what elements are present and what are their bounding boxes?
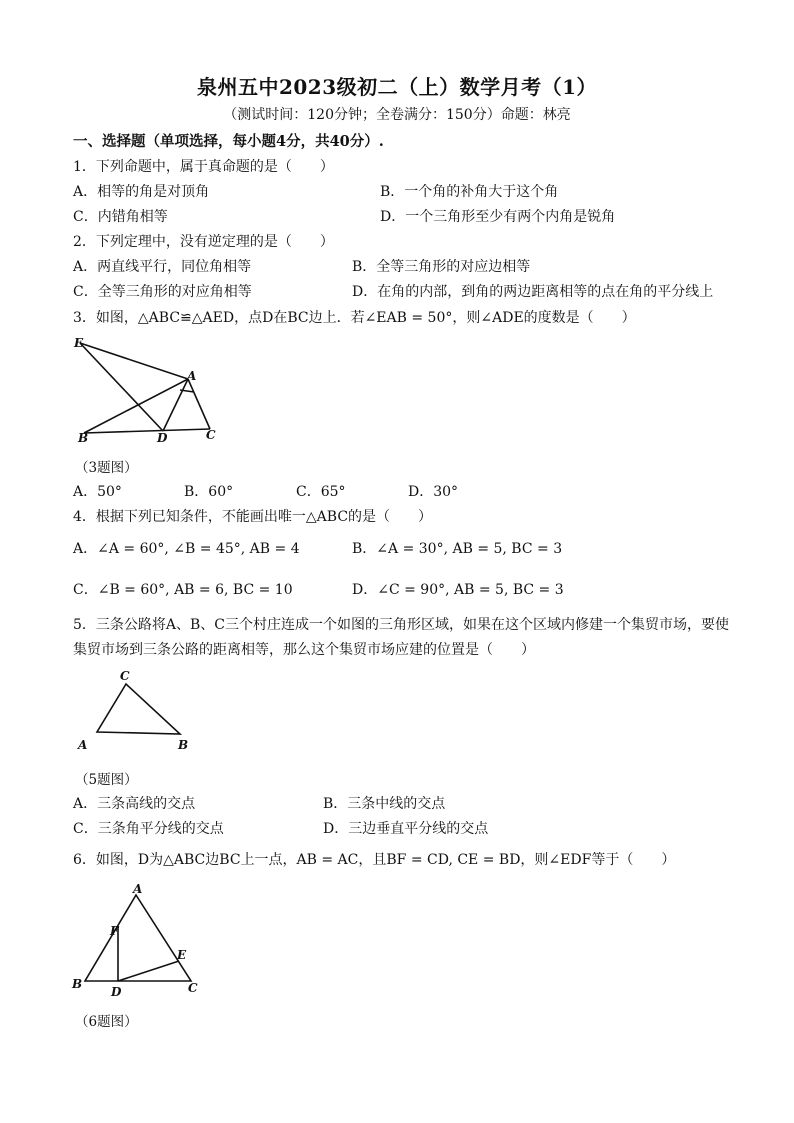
q5-stem-line1: 5．三条公路将A、B、C三个村庄连成一个如图的三角形区域，如果在这个区域内修建一个集贸市场，要使 [73, 617, 730, 633]
q5-option-b: B．三条中线的交点 [323, 796, 446, 812]
q1-option-d: D．一个三角形至少有两个内角是锐角 [380, 209, 616, 225]
q6-triangle-lines [85, 895, 191, 981]
q6-label-e: E [177, 948, 187, 962]
q3-label-d: D [157, 431, 168, 445]
q5-stem-line2: 集贸市场到三条公路的距离相等，那么这个集贸市场应建的位置是（ ） [73, 642, 535, 658]
q6-label-a: A [133, 882, 143, 896]
q6-label-f: F [110, 924, 119, 938]
q6-figure [70, 880, 210, 1000]
q5-option-c: C．三条角平分线的交点 [73, 821, 224, 837]
q3-stem: 3．如图，△ABC≌△AED，点D在BC边上．若∠EAB = 50°，则∠ADE的度数是（ ） [73, 310, 636, 326]
q2-option-c: C．全等三角形的对应角相等 [73, 284, 252, 300]
q6-stem: 6．如图，D为△ABC边BC上一点，AB = AC，且BF = CD, CE = BD，则∠EDF等于（ ） [73, 852, 676, 868]
q5-label-b: B [178, 738, 189, 752]
q5-caption: （5题图） [75, 772, 138, 788]
q6-label-c: C [188, 981, 198, 995]
page-title: 泉州五中2023级初二（上）数学月考（1） [196, 75, 598, 99]
q6-label-d: D [111, 985, 122, 999]
q2-option-a: A．两直线平行，同位角相等 [73, 259, 252, 275]
q4-option-b: B．∠A = 30°, AB = 5, BC = 3 [352, 541, 563, 557]
q5-option-a: A．三条高线的交点 [73, 796, 196, 812]
q4-option-c: C．∠B = 60°, AB = 6, BC = 10 [73, 582, 293, 598]
q3-option-c: C．65° [296, 484, 346, 500]
q5-option-d: D．三边垂直平分线的交点 [323, 821, 489, 837]
q3-option-d: D．30° [408, 484, 459, 500]
q3-caption: （3题图） [75, 460, 138, 476]
q1-stem: 1．下列命题中，属于真命题的是（ ） [73, 159, 334, 175]
q1-option-b: B．一个角的补角大于这个角 [380, 184, 559, 200]
q4-option-d: D．∠C = 90°, AB = 5, BC = 3 [352, 582, 564, 598]
q5-label-a: A [78, 738, 88, 752]
exam-info: （测试时间：120分钟；全卷满分：150分）命题：林亮 [223, 107, 571, 123]
q4-stem: 4．根据下列已知条件，不能画出唯一△ABC的是（ ） [73, 509, 433, 525]
section-heading: 一、选择题（单项选择，每小题4分，共40分）. [73, 133, 384, 150]
q1-option-a: A．相等的角是对顶角 [73, 184, 210, 200]
q2-stem: 2．下列定理中，没有逆定理的是（ ） [73, 234, 334, 250]
q3-option-a: A．50° [73, 484, 122, 500]
q3-label-c: C [206, 428, 216, 442]
q3-label-b: B [78, 431, 89, 445]
q5-label-c: C [120, 669, 130, 683]
q5-figure [72, 665, 202, 755]
q4-option-a: A．∠A = 60°, ∠B = 45°, AB = 4 [73, 541, 300, 557]
q1-option-c: C．内错角相等 [73, 209, 168, 225]
q2-option-b: B．全等三角形的对应边相等 [352, 259, 531, 275]
q3-label-a: A [187, 369, 197, 383]
q3-triangle-lines [80, 343, 210, 433]
q3-label-e: E [74, 336, 84, 350]
q6-label-b: B [72, 977, 83, 991]
q5-triangle [97, 684, 180, 734]
q3-option-b: B．60° [184, 484, 234, 500]
q2-option-d: D．在角的内部，到角的两边距离相等的点在角的平分线上 [352, 284, 714, 300]
q6-caption: （6题图） [75, 1014, 138, 1030]
q3-figure [70, 332, 230, 447]
